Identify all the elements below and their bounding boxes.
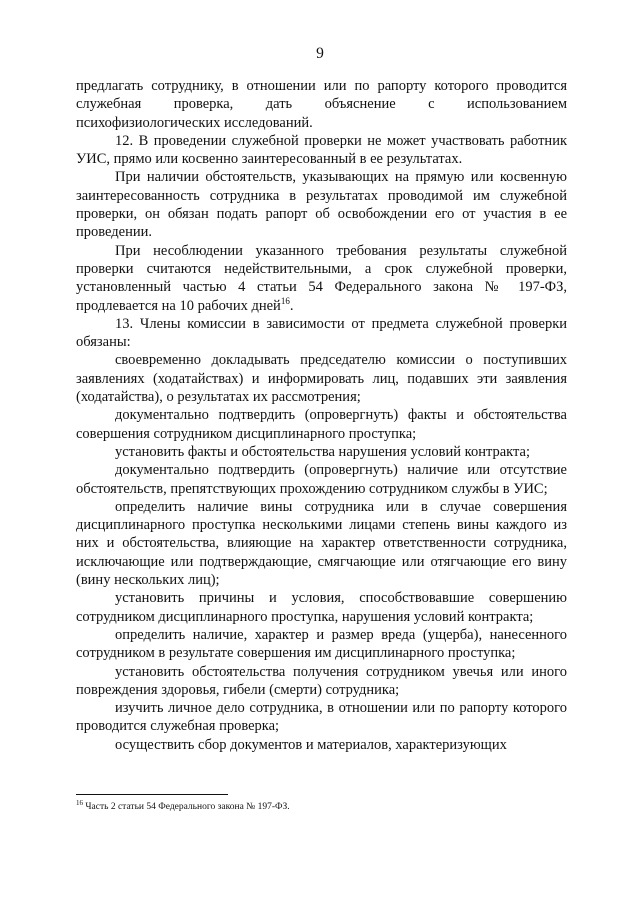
paragraph-item-13: 13. Члены комиссии в зависимости от предмета служебной проверки обязаны:: [76, 315, 567, 351]
paragraph-continuation: предлагать сотруднику, в отношении или по рапорту которого проводится служебная проверка, дать объяснение с использованием психофизиологических исследований.: [76, 78, 567, 131]
footnote-text: Часть 2 статьи 54 Федерального закона № 197-ФЗ.: [83, 802, 290, 812]
paragraph-item-12: 12. В проведении служебной проверки не может участвовать работник УИС, прямо или косвенно заинтересованный в ее результатах.: [76, 132, 567, 168]
paragraph-noncompliance-text: При несоблюдении указанного требования результаты служебной проверки считаются недействительными, а срок служебной проверки, установленный частью 4 статьи 54 Федерального закона № 197-ФЗ, продлевается на 10 рабочих дней: [76, 242, 567, 314]
duty-confirm-obstacles: документально подтвердить (опровергнуть) наличие или отсутствие обстоятельств, препятствующих прохождению сотрудником службы в УИС;: [76, 462, 567, 497]
footnote-divider: [76, 794, 228, 795]
paragraph-noncompliance: [76, 242, 567, 315]
duty-establish-injury: установить обстоятельства получения сотрудником увечья или иного повреждения здоровья, гибели (смерти) сотрудника;: [76, 663, 567, 698]
duty-establish-contract-violation: установить факты и обстоятельства нарушения условий контракта;: [115, 443, 530, 460]
duty-establish-causes: установить причины и условия, способствовавшие совершению сотрудником дисциплинарного проступка, нарушения условий контракта;: [76, 590, 567, 625]
footnote-marker: 16: [76, 798, 83, 807]
footnote-reference[interactable]: 16: [280, 295, 290, 306]
duty-determine-damage: определить наличие, характер и размер вреда (ущерба), нанесенного сотрудником в результате совершения им дисциплинарного проступка;: [76, 626, 567, 662]
duty-confirm-facts: документально подтвердить (опровергнуть) факты и обстоятельства совершения сотрудником дисциплинарного проступка;: [76, 407, 567, 442]
duty-collect-documents: осуществить сбор документов и материалов, характеризующих: [115, 736, 507, 753]
page-number: 9: [316, 45, 324, 62]
footnote: [76, 798, 567, 813]
duty-determine-guilt: определить наличие вины сотрудника или в случае совершения дисциплинарного проступка несколькими лицами степень вины каждого из них и обстоятельства, влияющие на характер ответственности сотрудника, исключающие или подтверждающие, смягчающие или отягчающие его вину (вину нескольких лиц);: [76, 498, 567, 589]
body-text: [76, 77, 567, 754]
paragraph-interest-circumstances: При наличии обстоятельств, указывающих на прямую или косвенную заинтересованность сотрудника в результатах проводимой им служебной проверки, он обязан подать рапорт об освобождении его от участия в ее проведении.: [76, 169, 567, 241]
duty-study-personal-file: изучить личное дело сотрудника, в отношении или по рапорту которого проводится служебная проверка;: [76, 700, 567, 735]
duty-report-applications: своевременно докладывать председателю комиссии о поступивших заявлениях (ходатайствах) и информировать лиц, подавших эти заявления (ходатайства), о результатах их рассмотрения;: [76, 352, 567, 406]
paragraph-noncompliance-tail: .: [289, 297, 294, 314]
